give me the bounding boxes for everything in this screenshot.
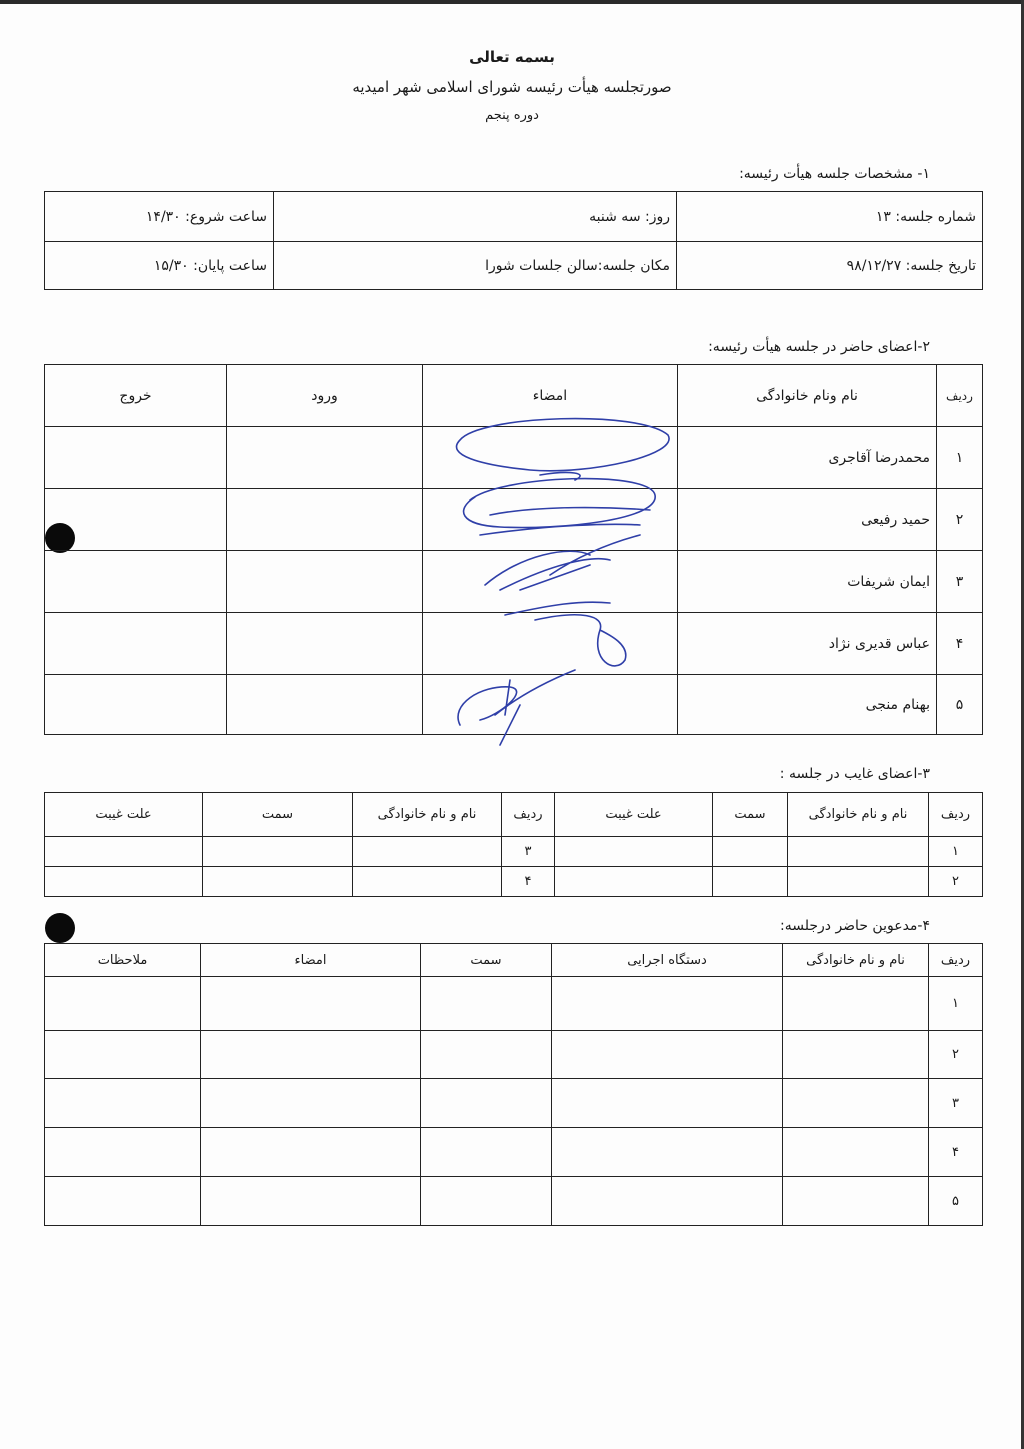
session-start-time: ساعت شروع: ۱۴/۳۰	[45, 192, 274, 242]
empty-cell	[203, 867, 353, 897]
empty-cell	[353, 867, 502, 897]
session-number: شماره جلسه: ۱۳	[677, 192, 983, 242]
empty-cell	[353, 837, 502, 867]
empty-cell	[421, 977, 552, 1031]
exit-cell	[45, 613, 227, 675]
row-number: ۲	[929, 1031, 983, 1079]
table-row	[45, 1079, 983, 1128]
empty-cell	[421, 1177, 552, 1226]
row-number: ۱	[929, 837, 983, 867]
empty-cell	[783, 1031, 929, 1079]
empty-cell	[788, 867, 929, 897]
table-row	[45, 1128, 983, 1177]
exit-cell	[45, 427, 227, 489]
row-number: ۵	[937, 675, 983, 735]
row-number: ۳	[937, 551, 983, 613]
header-exit: خروج	[45, 365, 227, 427]
entry-cell	[227, 551, 423, 613]
empty-cell	[203, 837, 353, 867]
empty-cell	[201, 1177, 421, 1226]
session-info-table	[44, 191, 983, 290]
document-title: صورتجلسه هیأت رئیسه شورای اسلامی شهر امیدیه	[352, 78, 672, 96]
header-full-name: نام و نام خانوادگی	[788, 793, 929, 837]
table-row	[45, 977, 983, 1031]
header-position: سمت	[713, 793, 788, 837]
invited-guests-table	[44, 943, 983, 1226]
header-full-name: نام ونام خانوادگی	[678, 365, 937, 427]
empty-cell	[555, 867, 713, 897]
exit-cell	[45, 675, 227, 735]
session-location: مکان جلسه:سالن جلسات شورا	[274, 242, 677, 290]
signature-cell	[423, 489, 678, 551]
empty-cell	[555, 837, 713, 867]
signature-cell	[423, 427, 678, 489]
present-members-table	[44, 364, 983, 735]
empty-cell	[552, 1128, 783, 1177]
header-row-number: ردیف	[929, 944, 983, 977]
header-full-name: نام و نام خانوادگی	[783, 944, 929, 977]
entry-cell	[227, 489, 423, 551]
table-row	[45, 1177, 983, 1226]
empty-cell	[788, 837, 929, 867]
header-position: سمت	[421, 944, 552, 977]
member-name: عباس قدیری نژاد	[678, 613, 937, 675]
term-subtitle: دوره پنجم	[485, 108, 539, 123]
empty-cell	[421, 1079, 552, 1128]
header-row-number-2: ردیف	[502, 793, 555, 837]
entry-cell	[227, 613, 423, 675]
row-number: ۲	[937, 489, 983, 551]
row-number: ۲	[929, 867, 983, 897]
row-number: ۱	[937, 427, 983, 489]
empty-cell	[783, 1177, 929, 1226]
scan-edge-top	[0, 0, 1024, 4]
table-row	[45, 427, 983, 489]
empty-cell	[421, 1128, 552, 1177]
table-row	[45, 613, 983, 675]
member-name: حمید رفیعی	[678, 489, 937, 551]
empty-cell	[421, 1031, 552, 1079]
row-number: ۴	[937, 613, 983, 675]
empty-cell	[713, 837, 788, 867]
session-day: روز: سه شنبه	[274, 192, 677, 242]
header-row-number: ردیف	[937, 365, 983, 427]
header-signature: امضاء	[423, 365, 678, 427]
section4-title: ۴-مدعوین حاضر درجلسه:	[780, 918, 930, 934]
row-number: ۵	[929, 1177, 983, 1226]
header-remarks: ملاحظات	[45, 944, 201, 977]
empty-cell	[45, 837, 203, 867]
empty-cell	[45, 1031, 201, 1079]
empty-cell	[201, 1031, 421, 1079]
empty-cell	[201, 1128, 421, 1177]
signature-cell	[423, 613, 678, 675]
session-end-time: ساعت پایان: ۱۵/۳۰	[45, 242, 274, 290]
empty-cell	[783, 1079, 929, 1128]
table-row	[45, 837, 983, 867]
row-number: ۴	[502, 867, 555, 897]
header-absence-reason-2: علت غیبت	[45, 793, 203, 837]
row-number: ۳	[502, 837, 555, 867]
table-row	[45, 1031, 983, 1079]
empty-cell	[783, 977, 929, 1031]
row-number: ۴	[929, 1128, 983, 1177]
bismillah-heading: بسمه تعالی	[469, 48, 555, 66]
entry-cell	[227, 427, 423, 489]
header-position-2: سمت	[203, 793, 353, 837]
table-row	[45, 551, 983, 613]
absent-members-table	[44, 792, 983, 897]
row-number: ۱	[929, 977, 983, 1031]
empty-cell	[552, 1177, 783, 1226]
section3-title: ۳-اعضای غایب در جلسه :	[779, 766, 930, 782]
section2-title: ۲-اعضای حاضر در جلسه هیأت رئیسه:	[708, 339, 930, 355]
header-row-number: ردیف	[929, 793, 983, 837]
empty-cell	[45, 977, 201, 1031]
row-number: ۳	[929, 1079, 983, 1128]
table-row	[45, 489, 983, 551]
empty-cell	[201, 977, 421, 1031]
punch-hole-bottom	[45, 913, 75, 943]
empty-cell	[45, 1079, 201, 1128]
section1-title: ۱- مشخصات جلسه هیأت رئیسه:	[739, 166, 930, 182]
empty-cell	[713, 867, 788, 897]
member-name: ایمان شریفات	[678, 551, 937, 613]
empty-cell	[552, 977, 783, 1031]
empty-cell	[552, 1031, 783, 1079]
member-name: بهنام منجی	[678, 675, 937, 735]
entry-cell	[227, 675, 423, 735]
header-entry: ورود	[227, 365, 423, 427]
table-row	[45, 675, 983, 735]
empty-cell	[201, 1079, 421, 1128]
member-name: محمدرضا آقاجری	[678, 427, 937, 489]
table-row	[45, 867, 983, 897]
exit-cell	[45, 489, 227, 551]
empty-cell	[783, 1128, 929, 1177]
header-full-name-2: نام و نام خانوادگی	[353, 793, 502, 837]
empty-cell	[45, 1128, 201, 1177]
header-organization: دستگاه اجرایی	[552, 944, 783, 977]
session-date: تاریخ جلسه: ۹۸/۱۲/۲۷	[677, 242, 983, 290]
header-signature: امضاء	[201, 944, 421, 977]
empty-cell	[45, 867, 203, 897]
signature-cell	[423, 551, 678, 613]
header-absence-reason: علت غیبت	[555, 793, 713, 837]
exit-cell	[45, 551, 227, 613]
empty-cell	[552, 1079, 783, 1128]
signature-cell	[423, 675, 678, 735]
empty-cell	[45, 1177, 201, 1226]
